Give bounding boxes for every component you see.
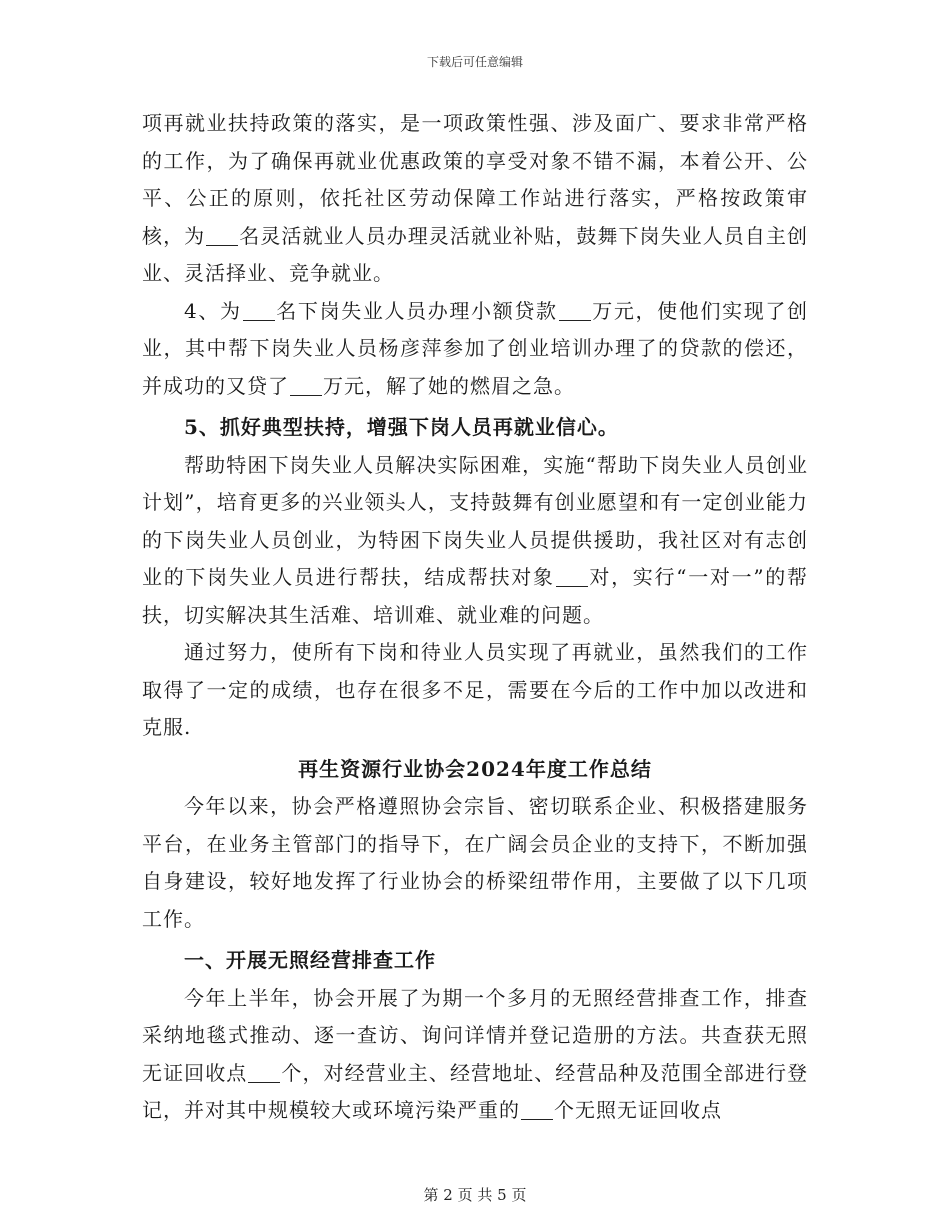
fill-in-blank [290,375,322,396]
document-body [142,105,808,1130]
text-run: 名下岗失业人员办理小额贷款 [275,298,558,323]
paragraph [142,634,808,747]
paragraph [142,980,808,1130]
fill-in-blank [243,300,275,321]
text-run: 万元，解了她的燃眉之急。 [323,373,575,398]
text-run: 个无照无证回收点 [554,1098,722,1122]
text-run: 个，对经营业主、经营地址、经营品种及范围全部进行登记，并对其中规模较大或环境污染严重的 [142,1060,809,1122]
page-header: 下载后可任意编辑 [426,55,523,69]
fill-in-blank [559,300,591,321]
paragraph [142,293,808,406]
fill-in-blank [248,1062,280,1083]
text-run: 5、抓好典型扶持，增强下岗人员再就业信心。 [184,415,619,439]
paragraph [142,447,808,635]
paragraph [142,788,808,938]
text-run: 对，实行“一对一”的帮扶，切实解决其生活难、培训难、就业难的问题。 [142,565,809,627]
page-footer: 第 2 页 共 5 页 [423,1186,527,1204]
fill-in-blank [206,225,238,246]
text-run: 帮助特困下岗失业人员解决实际困难，实施“帮助下岗失业人员创业计划”，培育更多的兴业领头人，支持鼓舞有创业愿望和有一定创业能力的下岗失业人员创业，为特困下岗失业人员提供援助，我社区对有志创业的下岗失业人员进行帮扶，结成帮扶对象 [142,452,808,589]
document-title [142,751,808,789]
text-run: 万元，使他们实现了创业，其中帮下岗失业人员杨彦萍参加了创业培训办理了的贷款的偿还，并成功的又贷了 [142,298,809,398]
text-run: 项再就业扶持政策的落实，是一项政策性强、涉及面广、要求非常严格的工作，为了确保再就业优惠政策的享受对象不错不漏，本着公开、公平、公正的原则，依托社区劳动保障工作站进行落实，严格按政策审核，为 [142,111,808,248]
section-heading [142,409,808,447]
text-run: 名灵活就业人员办理灵活就业补贴，鼓舞下岗失业人员自主创业、灵活择业、竞争就业。 [142,223,809,285]
fill-in-blank [556,566,588,587]
text-run: 今年以来，协会严格遵照协会宗旨、密切联系企业、积极搭建服务平台，在业务主管部门的指导下，在广阔会员企业的支持下，不断加强自身建设，较好地发挥了行业协会的桥梁纽带作用，主要做了以下几项工作。 [142,794,808,931]
text-run: 通过努力，使所有下岗和待业人员实现了再就业，虽然我们的工作取得了一定的成绩，也存在很多不足，需要在今后的工作中加以改进和克服. [142,640,808,739]
section-heading [142,942,808,980]
text-run: 一、开展无照经营排查工作 [184,948,436,972]
paragraph [142,105,808,293]
text-run: 今年上半年，协会开展了为期一个多月的无照经营排查工作，排查采纳地毯式推动、逐一查访、询问详情并登记造册的方法。共查获无照无证回收点 [142,985,808,1085]
text-run: 4、为 [184,298,242,323]
fill-in-blank [521,1099,553,1120]
text-run: 再生资源行业协会2024年度工作总结 [298,756,652,781]
